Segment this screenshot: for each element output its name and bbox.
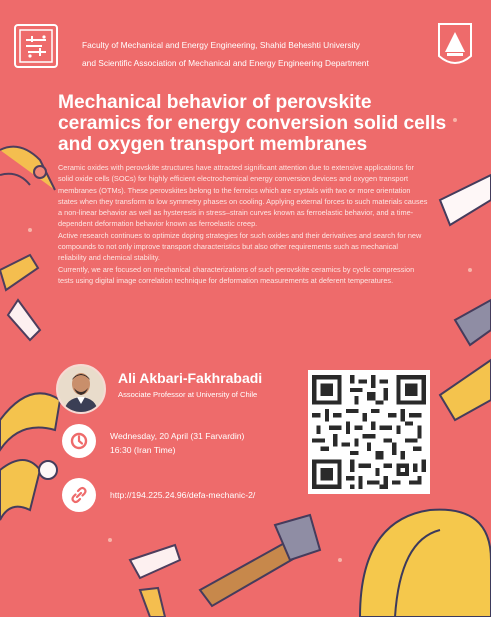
abstract-paragraph-3: Currently, we are focused on mechanical characterizations of such perovskite ceramics by cyclic compression tests using digital image correlation technique for deformation measurements at deferent temperatures. bbox=[58, 264, 415, 285]
qr-code[interactable] bbox=[308, 370, 430, 494]
clock-icon bbox=[62, 424, 96, 458]
header-line-2: and Scientific Association of Mechanical and Energy Engineering Department bbox=[82, 58, 369, 68]
event-date: Wednesday, 20 April (31 Farvardin) bbox=[110, 431, 245, 441]
event-link[interactable]: http://194.225.24.96/defa-mechanic-2/ bbox=[110, 490, 256, 500]
abstract-paragraph-2: Active research continues to optimize doping strategies for such oxides and their derivatives and search for new compounds to not only improve transport characteristics but also other requirements such as mechanical reliability and chemical stability. bbox=[58, 230, 422, 263]
speaker-avatar bbox=[56, 364, 106, 414]
lecture-title: Mechanical behavior of perovskite ceramics for energy conversion solid cells and oxygen transport membranes bbox=[58, 92, 447, 155]
header-line-1: Faculty of Mechanical and Energy Engineering, Shahid Beheshti University bbox=[82, 40, 360, 50]
speaker-role: Associate Professor at University of Chile bbox=[118, 390, 258, 399]
association-logo bbox=[435, 22, 475, 70]
link-icon bbox=[62, 478, 96, 512]
university-logo bbox=[14, 24, 58, 68]
speaker-name: Ali Akbari-Fakhrabadi bbox=[118, 370, 263, 386]
abstract-paragraph-1: Ceramic oxides with perovskite structures have attracted significant attention due to extensive applications for solid oxide cells (SOCs) for highly efficient electrochemical energy conversion devices and oxygen transport membranes (OTMs). These perovskites belong to the ferroics which are crystals with two or more orientation states when they transform to low symmetry phases on cooling. Applying external forces to such materials causes a non-linear behavior as well as hysteresis in stress–strain curves known as ferroelastic behavior, and a time-dependent deformation behavior known as ferroelastic creep. bbox=[58, 163, 428, 229]
event-time: 16:30 (Iran Time) bbox=[110, 445, 176, 455]
abstract bbox=[58, 162, 428, 286]
